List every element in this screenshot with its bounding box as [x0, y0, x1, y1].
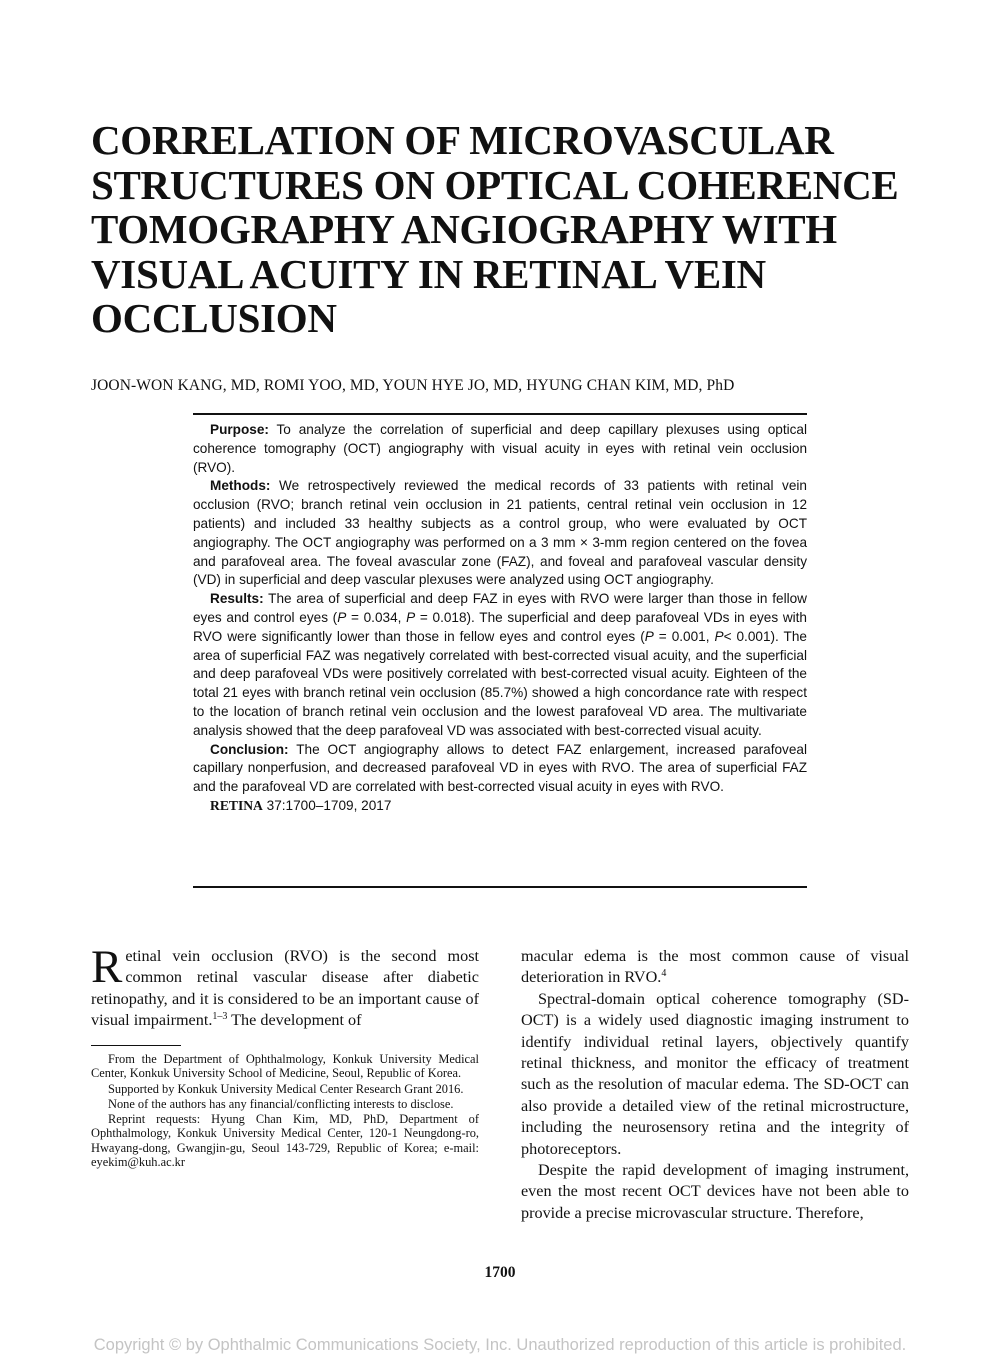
footnote-disclosure: None of the authors has any financial/conflicting interests to disclose. — [108, 1096, 454, 1111]
body-column-right — [521, 946, 909, 1224]
p-value-symbol: P — [714, 628, 724, 644]
body-text: The development of — [227, 1011, 362, 1030]
body-column-left — [91, 941, 479, 1032]
methods-text: We retrospectively reviewed the medical records of 33 patients with retinal vein occlusion (RVO; branch retinal vein occlusion in 21 patients, central retinal vein occlusion in 12 patients) and included 33 healthy subjects as a control group, who were evaluated by OCT angiography. The OCT angiography was performed on a 3 mm × 3-mm region centered on the fovea and parafoveal area. The foveal avascular zone (FAZ), and foveal and parafoveal vascular density (VD) in superficial and deep vascular plexuses were analyzed using OCT angiography. — [193, 478, 807, 588]
title-line: TOMOGRAPHY ANGIOGRAPHY WITH — [91, 206, 837, 252]
purpose-text: To analyze the correlation of superficial and deep capillary plexuses using optical coherence tomography (OCT) angiography with visual acuity in eyes with retinal vein occlusion (RVO). — [193, 422, 807, 475]
title-line: STRUCTURES ON OPTICAL COHERENCE — [91, 161, 899, 208]
conclusion-label: Conclusion: — [210, 741, 289, 757]
abstract-top-rule — [193, 413, 807, 415]
abstract-conclusion — [193, 741, 807, 797]
body-paragraph: Despite the rapid development of imaging instrument, even the most recent OCT devices have not been able to provide a precise microvascular structure. Therefore, — [521, 1161, 909, 1222]
methods-label: Methods: — [210, 478, 271, 494]
results-text: = 0.034, — [346, 609, 407, 625]
title-line: CORRELATION OF MICROVASCULAR — [91, 117, 834, 163]
abstract-methods — [193, 477, 807, 590]
footnote-rule — [91, 1045, 181, 1046]
results-text: = 0.001, — [653, 628, 715, 644]
results-text: = 0.018). The superficial and deep parafoveal VDs in eyes with RVO were significantly lower than those in fellow eyes and control eyes ( — [193, 609, 807, 644]
author-list: JOON-WON KANG, MD, ROMI YOO, MD, YOUN HYE JO, MD, HYUNG CHAN KIM, MD, PhD — [91, 377, 735, 394]
body-paragraph: Spectral-domain optical coherence tomography (SD-OCT) is a widely used diagnostic imaging instrument to identify individual retinal layers, objectively quantify retinal thickness, and monitor the efficacy of treatment such as the resolution of macular edema. The SD-OCT can also provide a detailed view of the retinal microstructure, including the neurosensory retina and the integrity of photoreceptors. — [521, 989, 909, 1158]
journal-name: RETINA — [210, 797, 263, 813]
citation-text: 37:1700–1709, 2017 — [262, 797, 392, 813]
title-line: OCCLUSION — [91, 295, 337, 341]
reference-marker: 1–3 — [212, 1011, 228, 1023]
p-value-symbol: P — [644, 628, 654, 644]
body-paragraph — [521, 946, 909, 989]
drop-cap: R — [91, 941, 123, 993]
footnotes — [91, 1052, 479, 1170]
body-text: macular edema is the most common cause of visual deterioration in RVO. — [521, 947, 909, 987]
page-number: 1700 — [484, 1264, 516, 1281]
purpose-label: Purpose: — [210, 422, 269, 437]
p-value-symbol: P — [337, 609, 347, 625]
footnote-affiliation: From the Department of Ophthalmology, Konkuk University Medical Center, Konkuk University School of Medicine, Seoul, Republic of Korea. — [91, 1052, 479, 1081]
body-text: etinal vein occlusion (RVO) is the second most common retinal vascular disease after diabetic retinopathy, and it is considered to be an important cause of visual impairment. — [91, 947, 479, 1030]
footnote-funding: Supported by Konkuk University Medical Center Research Grant 2016. — [108, 1081, 464, 1096]
footnote-reprint: Reprint requests: Hyung Chan Kim, MD, PhD, Department of Ophthalmology, Konkuk University Medical Center, 120-1 Neungdong-ro, Hwayang-dong, Gwangjin-gu, Seoul 143-729, Republic of Korea; e-mail: eyekim@kuh.ac.kr — [91, 1112, 479, 1170]
title-line: VISUAL ACUITY IN RETINAL VEIN — [91, 250, 766, 297]
abstract-bottom-rule — [193, 886, 807, 888]
abstract-results — [193, 590, 807, 740]
conclusion-text: The OCT angiography allows to detect FAZ enlargement, increased parafoveal capillary nonperfusion, and decreased parafoveal VD in eyes with RVO. The area of superficial FAZ and the parafoveal VD are correlated with best-corrected visual acuity in eyes with RVO. — [193, 741, 807, 795]
abstract — [193, 421, 807, 816]
reference-marker: 4 — [661, 968, 667, 980]
journal-citation — [193, 797, 807, 816]
article-title — [91, 118, 921, 341]
results-text: The area of superficial and deep FAZ in eyes with RVO were larger than those in fellow eyes and control eyes ( — [193, 591, 807, 625]
results-text: < 0.001). The area of superficial FAZ was negatively correlated with best-corrected visual acuity, and the superficial and deep parafoveal VDs were positively correlated with best-corrected visual acuity. Eighteen of the total 21 eyes with branch retinal vein occlusion (85.7%) showed a high concordance rate with respect to the location of branch retinal vein occlusion and the lowest parafoveal VD area. The multivariate analysis showed that the deep parafoveal VD was associated with best-corrected visual acuity. — [193, 628, 807, 738]
p-value-symbol: P — [406, 609, 416, 625]
body-paragraph — [91, 941, 479, 1032]
copyright-notice: Copyright © by Ophthalmic Communications Society, Inc. Unauthorized reproduction of this article is prohibited. — [93, 1336, 907, 1354]
abstract-purpose — [193, 421, 807, 477]
results-label: Results: — [210, 591, 264, 607]
